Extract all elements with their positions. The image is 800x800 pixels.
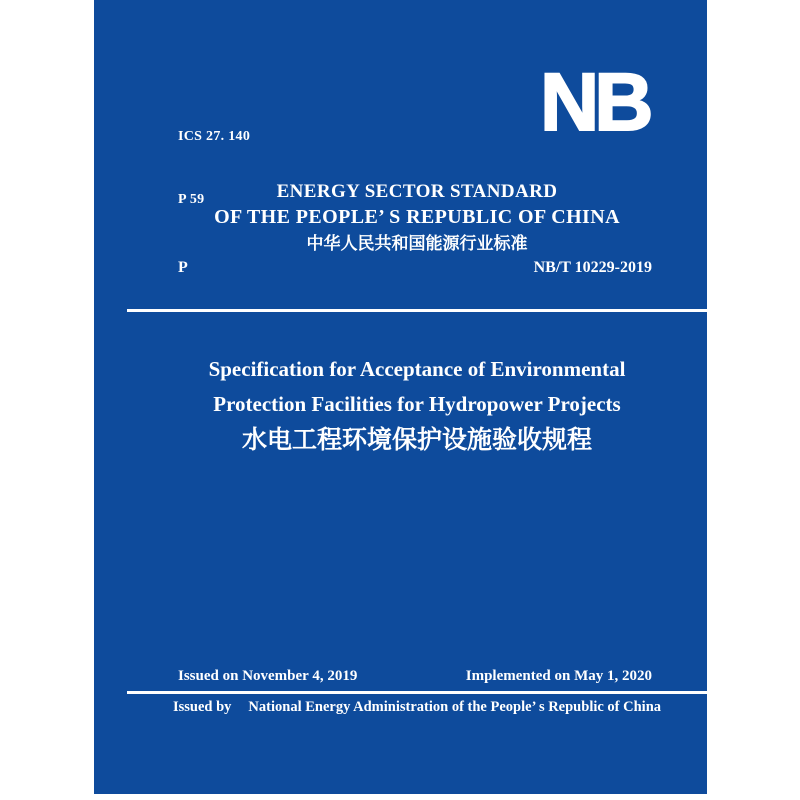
standard-number: NB/T 10229-2019 <box>533 259 652 276</box>
class-and-number-row <box>178 259 652 277</box>
nb-logo: NB <box>540 57 649 148</box>
standard-cover <box>94 0 707 794</box>
title-english-line2: Protection Facilities for Hydropower Projects <box>213 392 621 416</box>
doc-class-letter: P <box>178 259 188 276</box>
heading-chinese: 中华人民共和国能源行业标准 <box>306 234 528 253</box>
p-classification-code: P 59 <box>178 192 205 207</box>
divider-line-top <box>127 309 707 312</box>
issued-by-label: Issued by <box>172 699 232 715</box>
heading-english-line1: ENERGY SECTOR STANDARD <box>276 181 558 202</box>
dates-row <box>178 668 652 685</box>
heading-english-line2: OF THE PEOPLE’ S REPUBLIC OF CHINA <box>214 206 620 228</box>
issued-by-organization: National Energy Administration of the People’ s Republic of China <box>248 699 662 715</box>
title-chinese: 水电工程环境保护设施验收规程 <box>241 427 592 454</box>
implemented-date: Implemented on May 1, 2020 <box>465 668 652 684</box>
ics-code: ICS 27. 140 <box>178 129 251 144</box>
standard-title <box>127 352 707 459</box>
title-english-line1: Specification for Acceptance of Environmental <box>208 357 626 381</box>
standard-heading <box>127 179 707 257</box>
issued-date: Issued on November 4, 2019 <box>178 668 358 684</box>
divider-line-bottom <box>127 691 707 694</box>
issuer-row <box>127 699 707 716</box>
